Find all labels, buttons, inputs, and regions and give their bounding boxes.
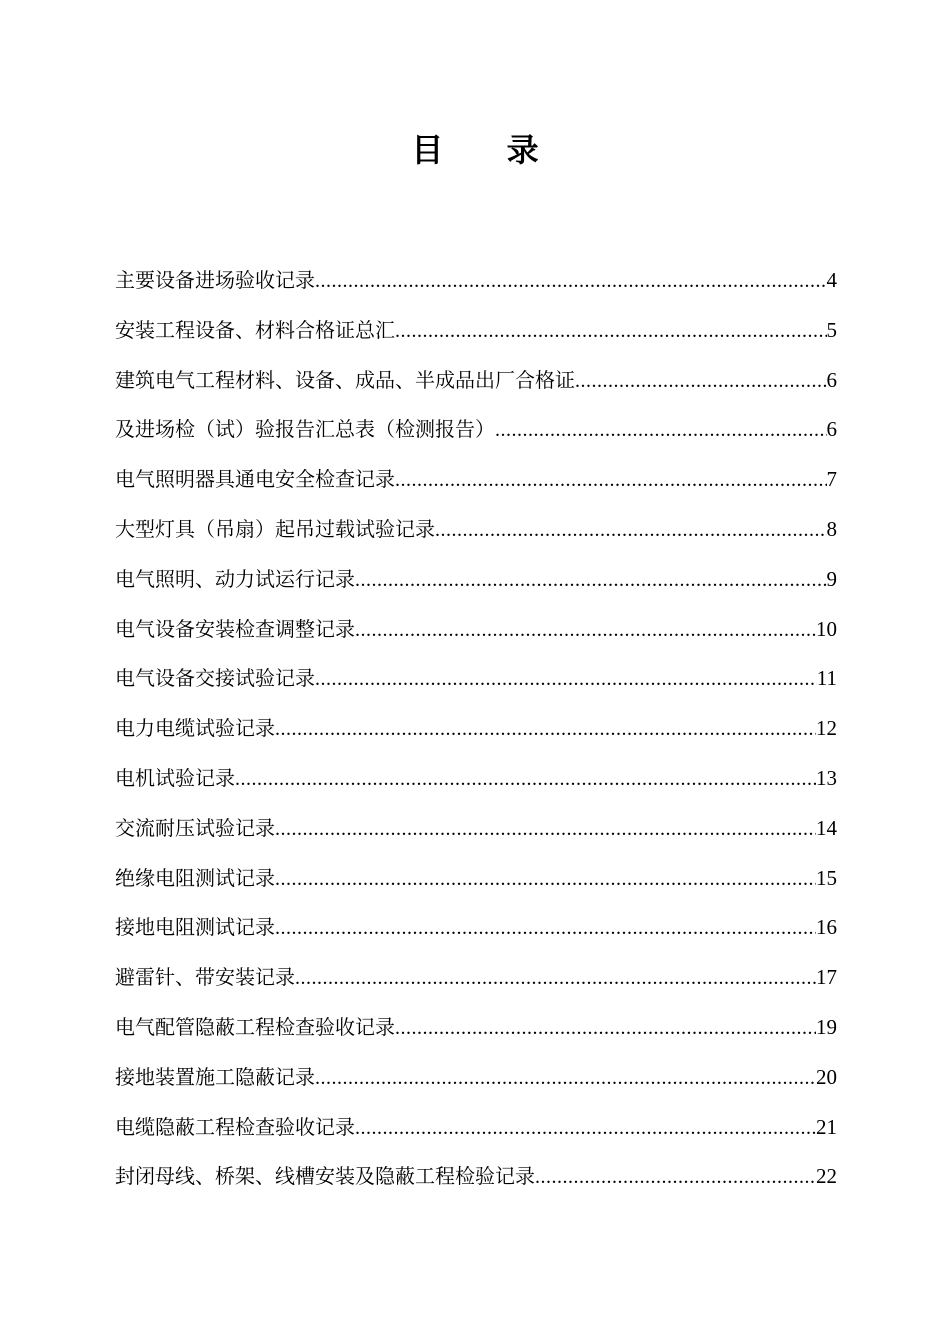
toc-page-number: 16 (816, 915, 837, 940)
toc-entry-label: 及进场检（试）验报告汇总表（检测报告） (115, 417, 495, 442)
toc-dot-leader (395, 1004, 816, 1053)
toc-page-number: 6 (826, 417, 837, 442)
toc-dot-leader (275, 904, 816, 953)
toc-entry[interactable] (115, 455, 837, 505)
toc-dot-leader (435, 506, 827, 555)
toc-dot-leader (275, 705, 816, 754)
toc-entry-label: 安装工程设备、材料合格证总汇 (115, 317, 395, 342)
toc-page-number: 17 (816, 965, 837, 990)
toc-entry-label: 电气照明器具通电安全检查记录 (115, 467, 395, 492)
toc-entry-label: 主要设备进场验收记录 (115, 268, 315, 292)
toc-entry[interactable] (115, 1152, 837, 1202)
page-title: 目 录 (411, 131, 565, 169)
toc-dot-leader (355, 556, 827, 605)
toc-entry-label: 电气设备交接试验记录 (115, 666, 315, 691)
toc-page-number: 5 (826, 317, 837, 342)
toc-dot-leader (395, 456, 827, 505)
toc-dot-leader (235, 755, 816, 804)
toc-entry-label: 接地装置施工隐蔽记录 (115, 1064, 315, 1089)
toc-entry-label: 避雷针、带安装记录 (115, 965, 295, 990)
toc-page-number: 6 (826, 367, 837, 392)
toc-entry[interactable] (115, 754, 837, 804)
toc-entry[interactable] (115, 405, 837, 455)
toc-entry-label: 接地电阻测试记录 (115, 915, 275, 940)
toc-dot-leader (315, 655, 817, 704)
toc-page-number: 7 (826, 467, 837, 492)
toc-dot-leader (275, 805, 816, 854)
toc-page-number: 14 (816, 815, 837, 840)
toc-entry[interactable] (115, 356, 837, 406)
toc-entry[interactable] (115, 505, 837, 555)
toc-entry[interactable] (115, 605, 837, 655)
toc-entry-label: 交流耐压试验记录 (115, 815, 275, 840)
toc-page-number: 22 (816, 1164, 837, 1189)
toc-dot-leader (315, 257, 827, 306)
toc-page-number: 10 (816, 616, 837, 641)
toc-dot-leader (315, 1054, 816, 1103)
toc-entry-label: 电气照明、动力试运行记录 (115, 566, 355, 591)
toc-entry-label: 建筑电气工程材料、设备、成品、半成品出厂合格证 (115, 367, 575, 392)
toc-entry[interactable] (115, 1003, 837, 1053)
toc-list (115, 256, 837, 1202)
toc-entry[interactable] (115, 306, 837, 356)
toc-dot-leader (275, 855, 816, 904)
toc-entry[interactable] (115, 903, 837, 953)
toc-page-number: 8 (826, 516, 837, 541)
toc-dot-leader (535, 1153, 816, 1202)
toc-entry-label: 电机试验记录 (115, 765, 235, 790)
toc-page-number: 20 (816, 1064, 837, 1089)
toc-page-number: 11 (816, 666, 837, 691)
toc-page-number: 19 (816, 1014, 837, 1039)
toc-dot-leader (355, 1104, 816, 1153)
toc-entry[interactable] (115, 555, 837, 605)
toc-entry[interactable] (115, 854, 837, 904)
toc-entry-label: 电气配管隐蔽工程检查验收记录 (115, 1014, 395, 1039)
toc-page-number: 13 (816, 765, 837, 790)
toc-page-number: 9 (826, 566, 837, 591)
toc-entry-label: 封闭母线、桥架、线槽安装及隐蔽工程检验记录 (115, 1164, 535, 1189)
toc-entry[interactable] (115, 654, 837, 704)
toc-dot-leader (495, 406, 827, 455)
toc-entry-label: 绝缘电阻测试记录 (115, 865, 275, 890)
toc-page-number: 4 (826, 268, 837, 292)
toc-dot-leader (395, 307, 827, 356)
toc-page-number: 12 (816, 716, 837, 741)
toc-dot-leader (575, 357, 827, 406)
toc-page-number: 21 (816, 1114, 837, 1139)
toc-entry-label: 电缆隐蔽工程检查验收记录 (115, 1114, 355, 1139)
toc-entry[interactable] (115, 256, 837, 306)
toc-entry[interactable] (115, 1053, 837, 1103)
toc-dot-leader (295, 954, 816, 1003)
toc-entry[interactable] (115, 804, 837, 854)
toc-entry[interactable] (115, 1103, 837, 1153)
toc-dot-leader (355, 606, 816, 655)
toc-entry-label: 大型灯具（吊扇）起吊过载试验记录 (115, 516, 435, 541)
toc-entry[interactable] (115, 953, 837, 1003)
toc-entry-label: 电气设备安装检查调整记录 (115, 616, 355, 641)
toc-entry-label: 电力电缆试验记录 (115, 716, 275, 741)
toc-entry[interactable] (115, 704, 837, 754)
toc-page-number: 15 (816, 865, 837, 890)
